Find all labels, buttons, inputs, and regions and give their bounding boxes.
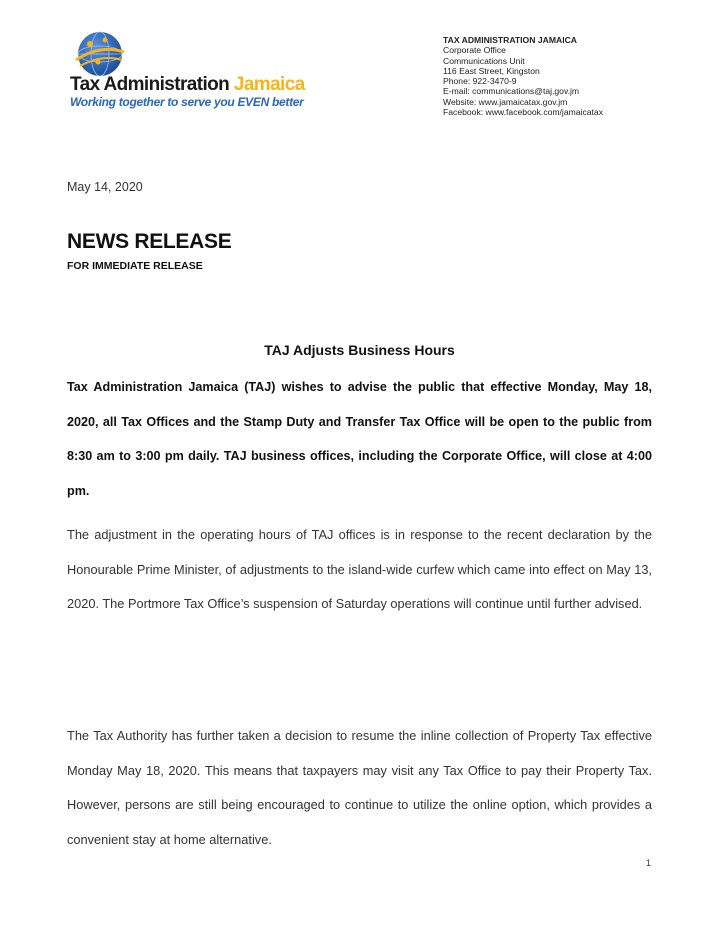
headline: TAJ Adjusts Business Hours (264, 342, 455, 358)
page-number: 1 (646, 858, 652, 868)
lead-paragraph: Tax Administration Jamaica (TAJ) wishes to advise the public that effective Monday, May 18, 2020, all Tax Offices and the Stamp Duty and Transfer Tax Office will be open to the public from 8:30 am to 3:00 pm daily. TAJ business offices, including the Corporate Office, will close at 4:00 pm. (67, 380, 652, 498)
news-release-subtitle: FOR IMMEDIATE RELEASE (67, 260, 203, 272)
release-date: May 14, 2020 (67, 180, 143, 194)
taj-globe-logo-icon (72, 24, 128, 80)
logo-title-main: Tax Administration (70, 74, 230, 95)
body-paragraph-2: The Tax Authority has further taken a decision to resume the inline collection of Property Tax effective Monday May 18, 2020. This means that taxpayers may visit any Tax Office to pay their Property Tax. However, persons are still being encouraged to continue to utilize the online option, which provides a convenient stay at home alternative. (67, 728, 652, 847)
contact-phone: Phone: 922-3470-9 (443, 76, 517, 87)
logo-title-accent: Jamaica (233, 74, 305, 95)
contact-facebook: Facebook: www.facebook.com/jamaicatax (443, 107, 604, 118)
contact-org: TAX ADMINISTRATION JAMAICA (443, 35, 577, 45)
contact-address: 116 East Street, Kingston (443, 65, 540, 76)
news-release-title: NEWS RELEASE (67, 230, 232, 253)
logo-wordmark (70, 74, 305, 96)
contact-office: Corporate Office (443, 45, 506, 56)
body-paragraph-1: The adjustment in the operating hours of TAJ offices is in response to the recent declaration by the Honourable Prime Minister, of adjustments to the island-wide curfew which came into effect on May 13, 2020. The Portmore Tax Office’s suspension of Saturday operations will continue until further advised. (67, 527, 652, 611)
contact-website: Website: www.jamaicatax.gov.jm (443, 96, 568, 107)
logo-tagline: Working together to serve you EVEN better (70, 95, 304, 109)
contact-email: E-mail: communications@taj.gov.jm (443, 86, 580, 97)
contact-unit: Communications Unit (443, 55, 525, 66)
contact-block (443, 35, 603, 117)
